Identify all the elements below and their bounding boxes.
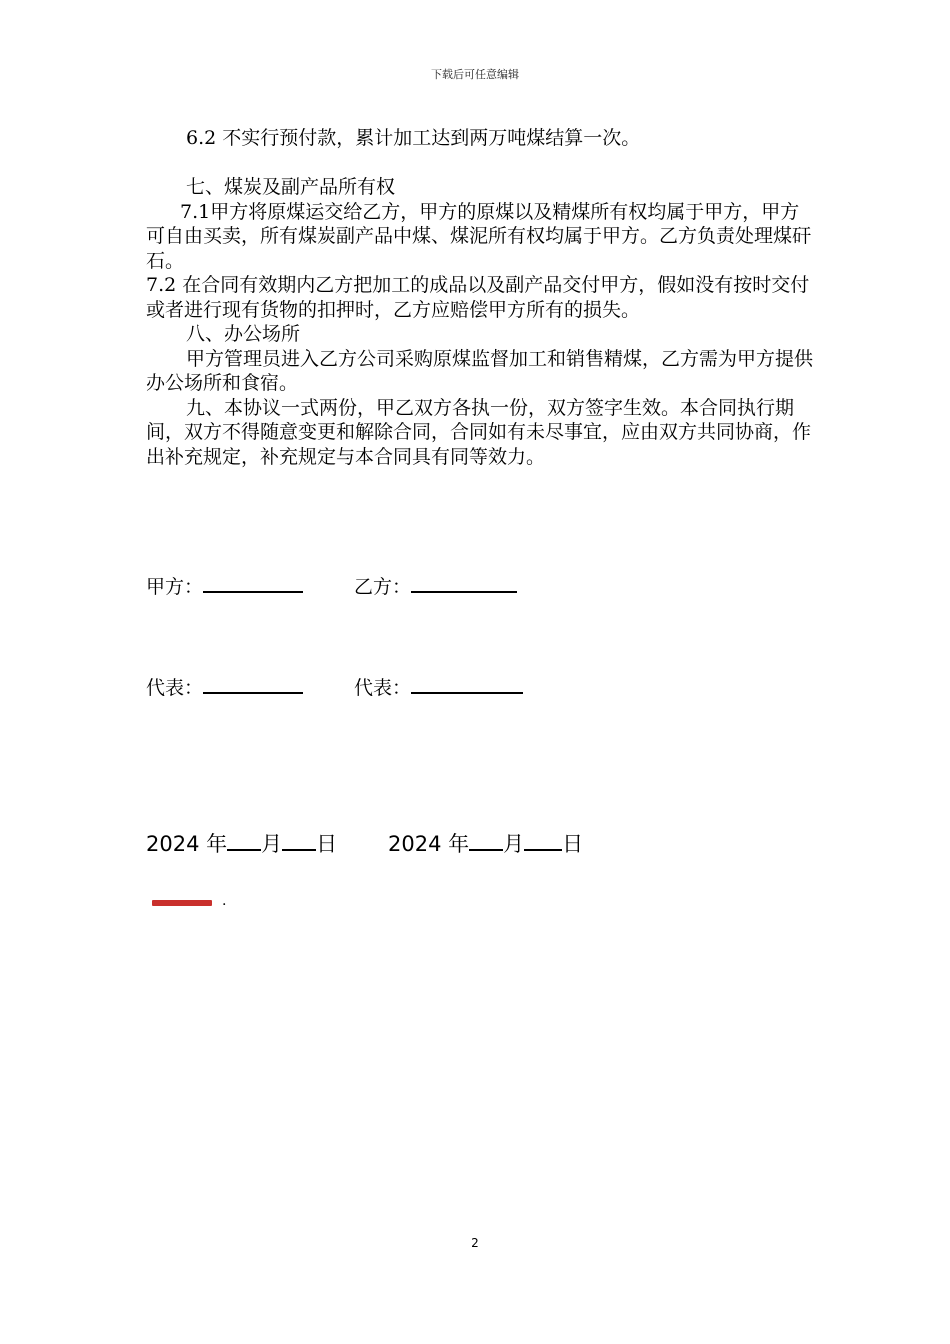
date-a-day-blank [282, 833, 316, 851]
trailing-dot: . [222, 893, 227, 909]
rep-b-blank [411, 676, 523, 694]
date-a-month-blank [227, 833, 261, 851]
contract-body [146, 175, 816, 469]
rep-a-label: 代表： [146, 677, 204, 699]
date-b-year: 2024 年 [388, 832, 470, 856]
rep-a-blank [203, 676, 303, 694]
date-b-day-blank [524, 833, 562, 851]
party-b-label: 乙方： [354, 576, 412, 598]
party-a-label: 甲方： [146, 576, 204, 598]
section-7-heading: 七、煤炭及副产品所有权 [186, 176, 396, 198]
date-b-month: 月 [503, 832, 525, 856]
rep-b-signature [354, 673, 523, 700]
date-b-day: 日 [562, 832, 584, 856]
party-a-blank [203, 575, 303, 593]
date-a-day: 日 [316, 832, 338, 856]
party-b-blank [411, 575, 517, 593]
date-a-month: 月 [261, 832, 283, 856]
page-header: 下载后可任意编辑 [431, 68, 519, 81]
party-a-signature [146, 572, 303, 599]
paragraph-8: 甲方管理员进入乙方公司采购原煤监督加工和销售精煤，乙方需为甲方提供办公场所和食宿。 [146, 347, 814, 394]
red-accent-bar [152, 900, 212, 906]
paragraph-7-2: 7.2 在合同有效期内乙方把加工的成品以及副产品交付甲方，假如没有按时交付或者进行现有货物的扣押时，乙方应赔偿甲方所有的损失。 [146, 274, 810, 321]
section-8-heading: 八、办公场所 [186, 323, 301, 345]
paragraph-9: 九、本协议一式两份，甲乙双方各执一份，双方签字生效。本合同执行期间，双方不得随意变更和解除合同，合同如有未尽事宜，应由双方共同协商，作出补充规定，补充规定与本合同具有同等效力。 [146, 396, 812, 468]
rep-a-signature [146, 673, 303, 700]
page-number: 2 [471, 1236, 479, 1250]
date-b-month-blank [469, 833, 503, 851]
rep-b-label: 代表： [354, 677, 412, 699]
date-a-year: 2024 年 [146, 832, 228, 856]
date-b [388, 828, 583, 858]
paragraph-7-1: 7.1甲方将原煤运交给乙方，甲方的原煤以及精煤所有权均属于甲方，甲方可自由买卖，所有煤炭副产品中煤、煤泥所有权均属于甲方。乙方负责处理煤矸石。 [146, 200, 812, 272]
date-a [146, 828, 337, 858]
party-b-signature [354, 572, 517, 599]
paragraph-6-2: 6.2 不实行预付款，累计加工达到两万吨煤结算一次。 [186, 127, 641, 149]
clause-6-2 [146, 126, 816, 151]
